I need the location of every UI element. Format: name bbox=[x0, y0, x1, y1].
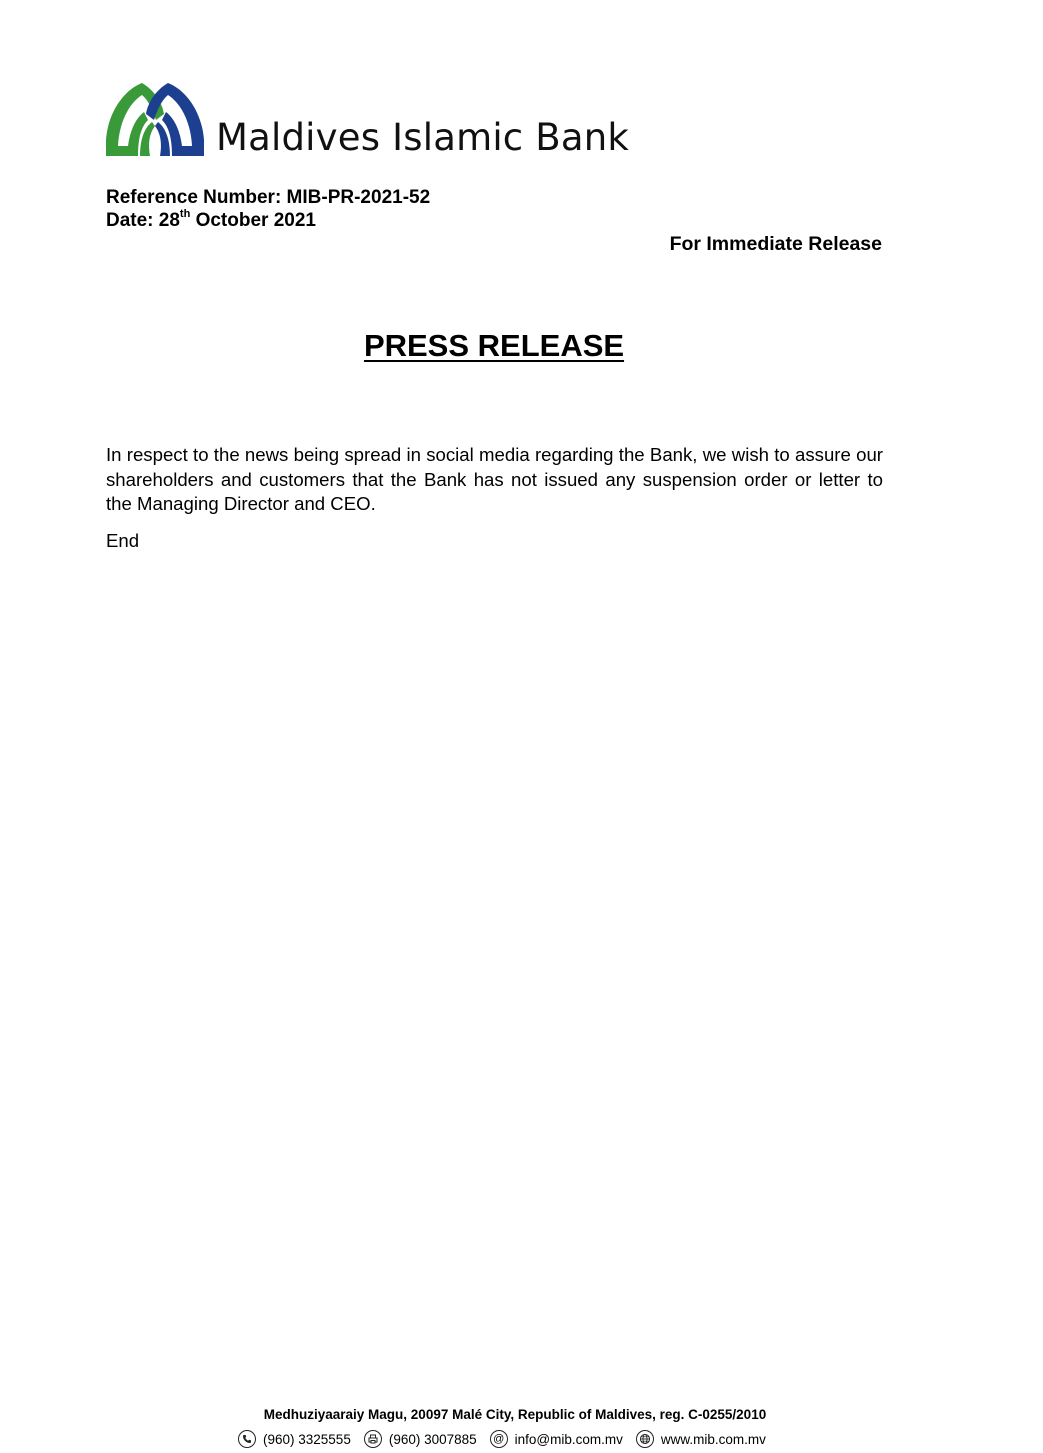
document-date bbox=[106, 209, 430, 232]
phone-number[interactable]: (960) 3325555 bbox=[263, 1431, 351, 1447]
contact-fax bbox=[364, 1430, 477, 1448]
bank-logo bbox=[104, 80, 206, 158]
phone-icon bbox=[238, 1430, 256, 1448]
footer-contacts bbox=[238, 1430, 779, 1448]
reference-block bbox=[106, 186, 430, 232]
date-ordinal: th bbox=[179, 207, 191, 220]
statement-paragraph: In respect to the news being spread in social media regarding the Bank, we wish to assure our shareholders and customers that the Bank has not issued any suspension order or letter to the Managing Director and CEO. bbox=[106, 444, 883, 514]
fax-number[interactable]: (960) 3007885 bbox=[388, 1431, 477, 1447]
fax-icon bbox=[364, 1430, 382, 1448]
email-icon: @ bbox=[490, 1430, 508, 1448]
footer-address: Medhuziyaaraiy Magu, 20097 Malé City, Republic of Maldives, reg. C-0255/2010 bbox=[263, 1407, 767, 1422]
contact-phone bbox=[238, 1430, 351, 1448]
bank-name: Maldives Islamic Bank bbox=[216, 116, 630, 159]
contact-website bbox=[636, 1430, 766, 1448]
end-marker: End bbox=[106, 530, 140, 551]
date-prefix: Date: 28 bbox=[106, 210, 180, 231]
website-link[interactable]: www.mib.com.mv bbox=[660, 1431, 766, 1447]
release-note: For Immediate Release bbox=[669, 233, 882, 255]
contact-email bbox=[490, 1430, 623, 1448]
reference-number: Reference Number: MIB-PR-2021-52 bbox=[106, 187, 431, 208]
globe-icon bbox=[636, 1430, 654, 1448]
page-title: PRESS RELEASE bbox=[363, 328, 625, 363]
date-rest: October 2021 bbox=[190, 210, 316, 231]
email-address[interactable]: info@mib.com.mv bbox=[514, 1431, 623, 1447]
